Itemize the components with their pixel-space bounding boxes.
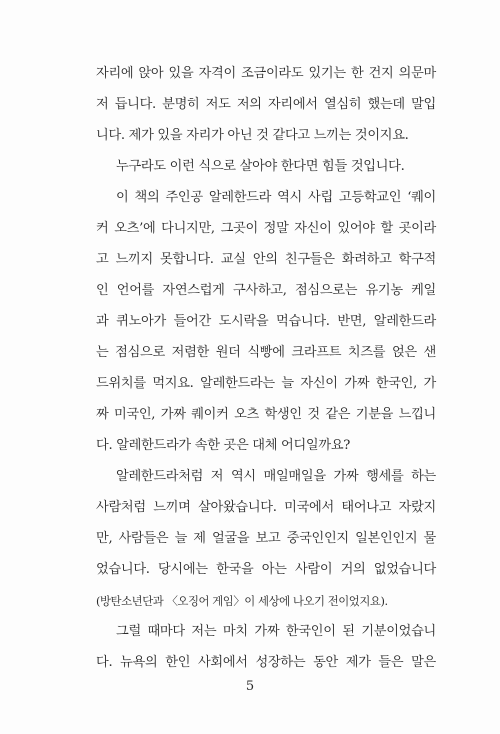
text-line: 사람처럼 느끼며 살아왔습니다. 미국에서 태어나고 자랐지 [96, 500, 436, 515]
text-line: 커 오츠’에 다니지만, 그곳이 정말 자신이 있어야 할 곳이라 [96, 221, 436, 236]
text-line: 짜 미국인, 가짜 퀘이커 오츠 학생인 것 같은 기분을 느낍니 [96, 407, 436, 422]
text-line: 과 퀴노아가 들어간 도시락을 먹습니다. 반면, 알레한드라 [96, 314, 436, 329]
text-line: 는 점심으로 저렴한 원더 식빵에 크라프트 치즈를 얹은 샌 [96, 345, 436, 360]
text-line: 드위치를 먹지요. 알레한드라는 늘 자신이 가짜 한국인, 가 [96, 376, 436, 391]
text-line: 인 언어를 자연스럽게 구사하고, 점심으로는 유기농 케일 [96, 283, 436, 298]
text-line: 만, 사람들은 늘 제 얼굴을 보고 중국인인지 일본인인지 물 [96, 531, 436, 546]
text-line: 알레한드라처럼 저 역시 매일매일을 가짜 행세를 하는 [116, 469, 436, 484]
text-line: 었습니다. 당시에는 한국을 아는 사람이 거의 없었습니다 [96, 562, 436, 577]
text-line: 자리에 앉아 있을 자격이 조금이라도 있기는 한 건지 의문마 [96, 66, 436, 81]
text-line: 이 책의 주인공 알레한드라 역시 사립 고등학교인 ‘퀘이 [116, 190, 436, 205]
page-number: 5 [245, 679, 255, 694]
text-line: 다. 알레한드라가 속한 곳은 대체 어디일까요? [96, 438, 351, 453]
text-line: 그럴 때마다 저는 마치 가짜 한국인이 된 기분이었습니 [116, 624, 436, 639]
text-line: 다. 뉴욕의 한인 사회에서 성장하는 동안 제가 들은 말은 [96, 655, 436, 670]
text-line: 저 듭니다. 분명히 저도 저의 자리에서 열심히 했는데 말입 [96, 97, 436, 112]
text-line: 누구라도 이런 식으로 살아야 한다면 힘들 것입니다. [116, 159, 405, 174]
text-line: 고 느끼지 못합니다. 교실 안의 친구들은 화려하고 학구적 [96, 252, 436, 267]
text-line: (방탄소년단과 〈오징어 게임〉이 세상에 나오기 전이었지요). [96, 594, 388, 608]
text-line: 니다. 제가 있을 자리가 아닌 것 같다고 느끼는 것이지요. [96, 128, 409, 143]
